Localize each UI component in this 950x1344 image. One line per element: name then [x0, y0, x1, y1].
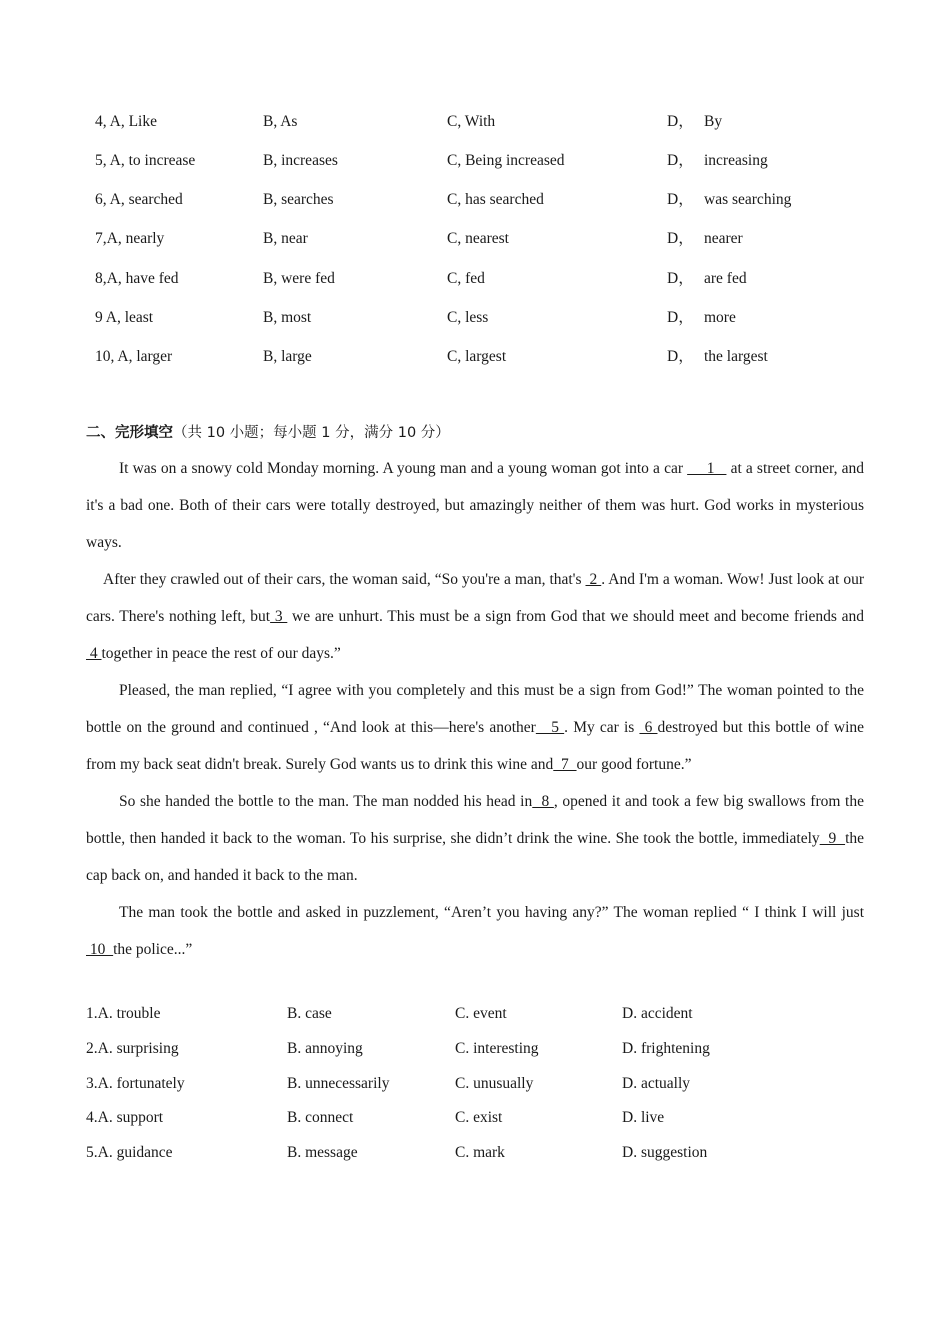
blank-6: 6	[639, 719, 658, 736]
option-d-prefix: D，	[667, 152, 694, 169]
option-d: D. accident	[622, 1005, 693, 1022]
option-a: 4.A. support	[86, 1109, 164, 1126]
blank-4: 4	[86, 645, 102, 662]
option-b: B, most	[263, 309, 312, 326]
option-d: increasing	[704, 152, 768, 169]
option-a: 5, A, to increase	[95, 152, 196, 169]
option-d-prefix: D，	[667, 113, 694, 130]
option-a: 2.A. surprising	[86, 1040, 179, 1057]
option-d-prefix: D，	[667, 191, 694, 208]
option-c: C, fed	[447, 270, 485, 287]
option-a: 9 A, least	[95, 309, 154, 326]
option-c: C, has searched	[447, 191, 544, 208]
option-c: C. mark	[455, 1144, 505, 1161]
option-row-q8	[0, 268, 950, 290]
option-row-q7	[0, 228, 950, 250]
option-b: B, As	[263, 113, 298, 130]
option-b: B, searches	[263, 191, 334, 208]
option-b: B. connect	[287, 1109, 354, 1126]
option-row-q4	[0, 111, 950, 133]
blank-7: 7	[553, 756, 577, 773]
blank-2: 2	[585, 571, 602, 588]
option-c: C. exist	[455, 1109, 503, 1126]
option-b: B, increases	[263, 152, 338, 169]
option-a: 5.A. guidance	[86, 1144, 173, 1161]
option-a: 10, A, larger	[95, 348, 173, 365]
section-title-rest: （共 10 小题；每小题 1 分，满分 10 分）	[173, 425, 450, 441]
answer-row-2	[0, 1038, 950, 1060]
blank-3: 3	[270, 608, 288, 625]
option-a: 1.A. trouble	[86, 1005, 161, 1022]
option-b: B. annoying	[287, 1040, 363, 1057]
paragraph-1: It was on a snowy cold Monday morning. A young man and a young woman got into a car __1_ at a street corner, and it's a bad one. Both of their cars were totally destroyed, but amazingly neither of them was hurt. God works in mysterious ways.	[86, 460, 864, 551]
answer-row-1	[0, 1003, 950, 1025]
option-d: the largest	[704, 348, 768, 365]
blank-5: 5	[535, 719, 565, 736]
option-d: D. live	[622, 1109, 665, 1126]
option-b: B, large	[263, 348, 312, 365]
option-c: C. event	[455, 1005, 507, 1022]
section-title-bold: 二、完形填空	[86, 425, 173, 441]
option-d-prefix: D，	[667, 309, 694, 326]
option-c: C, nearest	[447, 230, 509, 247]
option-c: C. unusually	[455, 1075, 534, 1092]
option-c: C, largest	[447, 348, 507, 365]
option-b: B. message	[287, 1144, 358, 1161]
answer-row-5	[0, 1142, 950, 1164]
option-b: B. unnecessarily	[287, 1075, 390, 1092]
paragraph-5: The man took the bottle and asked in puzzlement, “Aren’t you having any?” The woman replied “ I think I will just 10 the police...”	[86, 904, 864, 958]
option-c: C, less	[447, 309, 489, 326]
option-d-prefix: D，	[667, 270, 694, 287]
option-c: C. interesting	[455, 1040, 539, 1057]
cloze-passage	[86, 450, 864, 968]
option-row-q5	[0, 150, 950, 172]
answer-row-3	[0, 1073, 950, 1095]
option-b: B, were fed	[263, 270, 335, 287]
option-a: 6, A, searched	[95, 191, 183, 208]
option-d-prefix: D，	[667, 348, 694, 365]
option-c: C, With	[447, 113, 496, 130]
option-d: D. suggestion	[622, 1144, 708, 1161]
blank-10: 10	[86, 941, 114, 958]
blank-8: 8	[532, 793, 554, 810]
option-d: nearer	[704, 230, 743, 247]
section-title	[86, 423, 450, 443]
option-row-q6	[0, 189, 950, 211]
option-d: are fed	[704, 270, 747, 287]
option-a: 8,A, have fed	[95, 270, 179, 287]
option-d: was searching	[704, 191, 792, 208]
option-d: By	[704, 113, 723, 130]
option-b: B, near	[263, 230, 308, 247]
option-row-q9	[0, 307, 950, 329]
option-row-q10	[0, 346, 950, 368]
answer-row-4	[0, 1107, 950, 1129]
blank-1: __1_	[687, 460, 727, 477]
option-b: B. case	[287, 1005, 332, 1022]
blank-9: 9	[819, 830, 846, 847]
paragraph-3: Pleased, the man replied, “I agree with you completely and this must be a sign from God!” The woman pointed to the bottle on the ground and continued , “And look at this—here's another 5 . My car is 6 destroyed but this bottle of wine from my back seat didn't break. Surely God wants us to drink this wine and 7 our good fortune.”	[86, 682, 865, 773]
option-a: 4, A, Like	[95, 113, 157, 130]
paragraph-2: After they crawled out of their cars, the woman said, “So you're a man, that's 2 . And I'm a woman. Wow! Just look at our cars. There's nothing left, but 3 we are unhurt. This must be a sign from God that we should meet and become friends and 4 together in peace the rest of our days.”	[86, 571, 865, 662]
option-d: D. actually	[622, 1075, 691, 1092]
option-d-prefix: D，	[667, 230, 694, 247]
option-c: C, Being increased	[447, 152, 565, 169]
option-a: 3.A. fortunately	[86, 1075, 185, 1092]
option-d: more	[704, 309, 736, 326]
option-d: D. frightening	[622, 1040, 710, 1057]
paragraph-4: So she handed the bottle to the man. The man nodded his head in 8 , opened it and took a few big swallows from the bottle, then handed it back to the woman. To his surprise, she didn’t drink the wine. She took the bottle, immediately 9 the cap back on, and handed it back to the man.	[86, 793, 865, 884]
option-a: 7,A, nearly	[95, 230, 165, 247]
